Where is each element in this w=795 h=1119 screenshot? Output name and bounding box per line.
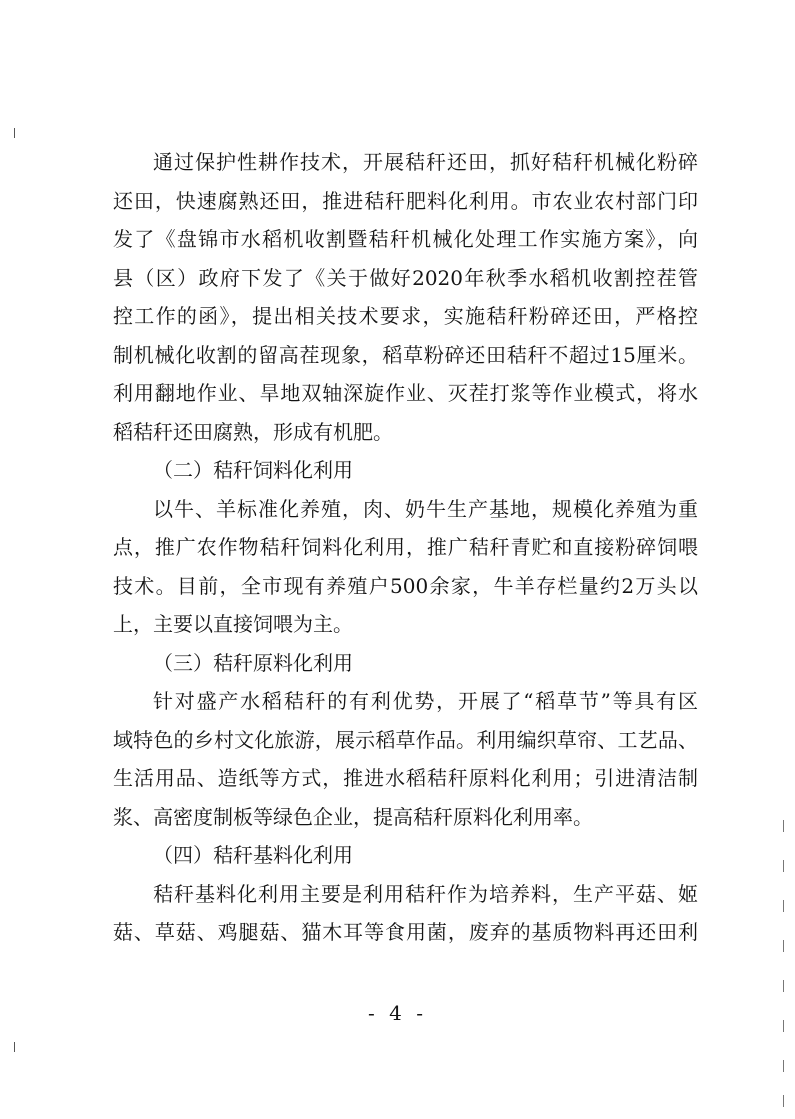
text-line: 域特色的乡村文化旅游，展示稻草作品。利用编织草帘、工艺品、 [113,727,698,752]
text-line: 秸秆基料化利用主要是利用秸秆作为培养料，生产平菇、姬 [153,881,698,906]
text-line: 县（区）政府下发了《关于做好2020年秋季水稻机收割控茬管 [113,265,698,290]
scan-mark [783,1060,784,1072]
section-heading: （三）秸秆原料化利用 [153,650,353,675]
section-heading: （二）秸秆饲料化利用 [153,458,353,482]
text-line: 上，主要以直接饲喂为主。 [113,612,353,636]
section-heading: （四）秸秆基料化利用 [153,843,353,867]
text-line: 稻秸秆还田腐熟，形成有机肥。 [113,419,393,444]
text-line: 生活用品、造纸等方式，推进水稻秸秆原料化利用；引进清洁制 [113,766,698,790]
text-line: 以牛、羊标准化养殖，肉、奶牛生产基地，规模化养殖为重 [153,496,698,521]
scan-mark [783,980,784,992]
text-line: 浆、高密度制板等绿色企业，提高秸秆原料化利用率。 [113,804,593,829]
scan-mark [783,820,784,832]
text-line: 菇、草菇、鸡腿菇、猫木耳等食用菌，废弃的基质物料再还田利 [113,920,698,944]
scan-mark [783,860,784,872]
text-line: 通过保护性耕作技术，开展秸秆还田，抓好秸秆机械化粉碎 [153,150,698,174]
scan-mark [14,128,15,138]
body-text [113,143,698,952]
text-line: 利用翻地作业、旱地双轴深旋作业、灭茬打浆等作业模式，将水 [113,381,698,405]
text-line: 针对盛产水稻秸秆的有利优势，开展了“稻草节”等具有区 [153,689,698,713]
scan-mark [783,940,784,952]
scan-mark [783,1095,784,1107]
text-line: 控工作的函》，提出相关技术要求，实施秸秆粉碎还田，严格控 [113,304,698,328]
scan-mark [783,1020,784,1032]
scan-mark [783,900,784,912]
text-line: 发了《盘锦市水稻机收割暨秸秆机械化处理工作实施方案》，向 [113,227,698,251]
text-line: 还田，快速腐熟还田，推进秸秆肥料化利用。市农业农村部门印 [113,188,698,213]
text-line: 制机械化收割的留高茬现象，稻草粉碎还田秸秆不超过15厘米。 [113,342,698,367]
text-line: 技术。目前，全市现有养殖户500余家，牛羊存栏量约2万头以 [113,573,698,598]
scan-mark [14,1042,15,1052]
page-number: - 4 - [368,1001,427,1025]
text-line: 点，推广农作物秸秆饲料化利用，推广秸秆青贮和直接粉碎饲喂 [113,535,698,559]
